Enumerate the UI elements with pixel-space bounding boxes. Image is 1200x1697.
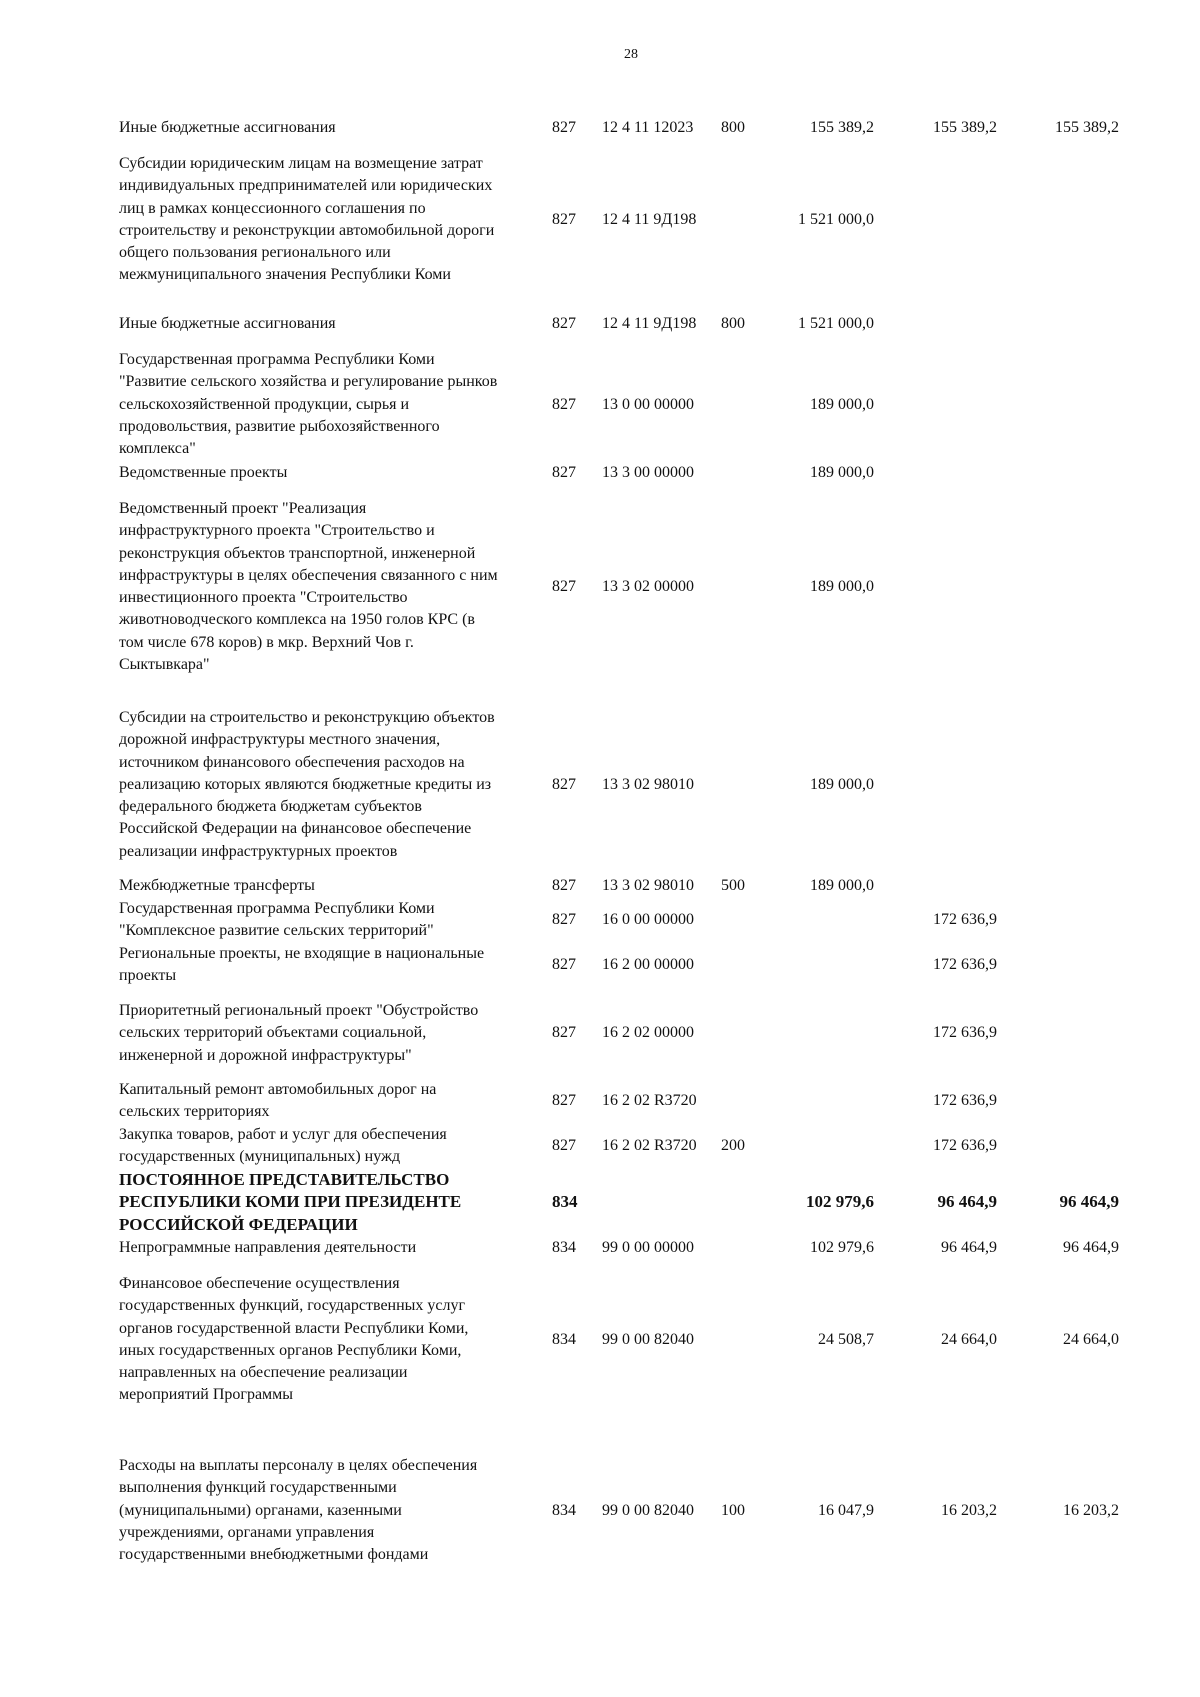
row-sum-1: 189 000,0 — [810, 776, 874, 793]
row-name: Субсидии юридическим лицам на возмещение затрат индивидуальных предпринимателей или юридических лиц в рамках концессионного соглашения по строительству и реконструкции автомобильной дороги общего пользования регионального или межмуниципального значения Республики Коми — [119, 155, 495, 284]
row-csr: 12 4 11 9Д198 — [602, 211, 697, 228]
row-sum-2: 96 464,9 — [937, 1192, 997, 1211]
row-ved: 827 — [552, 776, 576, 793]
row-csr: 13 3 02 00000 — [602, 578, 694, 595]
row-vr: 800 — [721, 119, 745, 136]
row-name: Расходы на выплаты персоналу в целях обеспечения выполнения функций государственными (муниципальными) органами, казенными учреждениями, органами управления государственными внебюджетными фондами — [119, 1457, 478, 1564]
row-ved: 827 — [552, 119, 576, 136]
row-ved: 827 — [552, 1092, 576, 1109]
row-name: ПОСТОЯННОЕ ПРЕДСТАВИТЕЛЬСТВО РЕСПУБЛИКИ КОМИ ПРИ ПРЕЗИДЕНТЕ РОССИЙСКОЙ ФЕДЕРАЦИИ — [119, 1170, 462, 1234]
row-name: Приоритетный региональный проект "Обустройство сельских территорий объектами социальной, инженерной и дорожной инфраструктуры" — [119, 1002, 479, 1064]
row-csr: 16 2 02 R3720 — [602, 1092, 697, 1109]
row-ved: 827 — [552, 396, 576, 413]
row-name: Иные бюджетные ассигнования — [119, 119, 336, 136]
row-sum-1: 189 000,0 — [810, 877, 874, 894]
row-ved: 827 — [552, 1024, 576, 1041]
row-name: Ведомственный проект "Реализация инфраструктурного проекта "Строительство и реконструкция объектов транспортной, инженерной инфраструктуры в целях обеспечения связанного с ним инвестиционного проекта "Строительство животноводческого комплекса на 1950 голов КРС (в том числе 678 коров) в мкр. Верхний Чов г. Сыктывкара" — [119, 500, 498, 674]
row-vr: 200 — [721, 1137, 745, 1154]
row-sum-2: 172 636,9 — [933, 1024, 997, 1041]
row-sum-2: 155 389,2 — [933, 119, 997, 136]
row-ved: 827 — [552, 315, 576, 332]
row-sum-2: 172 636,9 — [933, 911, 997, 928]
row-csr: 13 3 00 00000 — [602, 464, 694, 481]
row-name: Субсидии на строительство и реконструкцию объектов дорожной инфраструктуры местного значения, источником финансового обеспечения расходов на реализацию которых являются бюджетные кредиты из федерального бюджета бюджетам субъектов Российской Федерации на финансовое обеспечение реализации инфраструктурных проектов — [119, 709, 495, 860]
row-sum-1: 102 979,6 — [806, 1192, 874, 1211]
row-sum-2: 172 636,9 — [933, 1137, 997, 1154]
row-name: Государственная программа Республики Коми "Развитие сельского хозяйства и регулирование рынков сельскохозяйственной продукции, сырья и продовольствия, развитие рыбохозяйственного комплекса" — [119, 351, 498, 458]
row-sum-2: 172 636,9 — [933, 1092, 997, 1109]
row-sum-3: 16 203,2 — [1063, 1502, 1119, 1519]
row-vr: 800 — [721, 315, 745, 332]
row-csr: 13 3 02 98010 — [602, 776, 694, 793]
row-name: Межбюджетные трансферты — [119, 877, 315, 894]
row-csr: 99 0 00 82040 — [602, 1331, 694, 1348]
row-sum-1: 189 000,0 — [810, 578, 874, 595]
row-sum-2: 96 464,9 — [941, 1239, 997, 1256]
row-ved: 834 — [552, 1502, 576, 1519]
row-sum-1: 1 521 000,0 — [798, 315, 874, 332]
row-name: Ведомственные проекты — [119, 464, 288, 481]
row-sum-2: 24 664,0 — [941, 1331, 997, 1348]
row-sum-1: 1 521 000,0 — [798, 211, 874, 228]
row-vr: 100 — [721, 1502, 745, 1519]
row-sum-1: 102 979,6 — [810, 1239, 874, 1256]
row-name: Капитальный ремонт автомобильных дорог на сельских территориях — [119, 1081, 437, 1121]
row-sum-3: 96 464,9 — [1059, 1192, 1119, 1211]
row-csr: 12 4 11 9Д198 — [602, 315, 697, 332]
page-number: 28 — [624, 47, 638, 62]
row-csr: 12 4 11 12023 — [602, 119, 694, 136]
row-sum-1: 16 047,9 — [818, 1502, 874, 1519]
row-ved: 827 — [552, 1137, 576, 1154]
row-csr: 16 2 02 R3720 — [602, 1137, 697, 1154]
row-sum-1: 189 000,0 — [810, 396, 874, 413]
row-ved: 834 — [552, 1192, 578, 1211]
row-ved: 827 — [552, 877, 576, 894]
row-ved: 827 — [552, 211, 576, 228]
row-sum-2: 172 636,9 — [933, 956, 997, 973]
row-csr: 13 0 00 00000 — [602, 396, 694, 413]
row-csr: 16 0 00 00000 — [602, 911, 694, 928]
row-ved: 827 — [552, 911, 576, 928]
row-sum-2: 16 203,2 — [941, 1502, 997, 1519]
row-sum-1: 189 000,0 — [810, 464, 874, 481]
row-name: Закупка товаров, работ и услуг для обеспечения государственных (муниципальных) нужд — [119, 1126, 447, 1166]
row-ved: 827 — [552, 956, 576, 973]
row-vr: 500 — [721, 877, 745, 894]
row-sum-1: 24 508,7 — [818, 1331, 874, 1348]
row-name: Региональные проекты, не входящие в национальные проекты — [119, 945, 485, 985]
row-name: Финансовое обеспечение осуществления государственных функций, государственных услуг органов государственной власти Республики Коми, иных государственных органов Республики Коми, направленных на обеспечение реализации мероприятий Программы — [119, 1275, 469, 1404]
row-csr: 99 0 00 00000 — [602, 1239, 694, 1256]
row-sum-3: 155 389,2 — [1055, 119, 1119, 136]
row-csr: 99 0 00 82040 — [602, 1502, 694, 1519]
row-sum-1: 155 389,2 — [810, 119, 874, 136]
row-sum-3: 24 664,0 — [1063, 1331, 1119, 1348]
row-name: Государственная программа Республики Коми "Комплексное развитие сельских территорий" — [119, 900, 435, 940]
row-csr: 16 2 00 00000 — [602, 956, 694, 973]
row-csr: 13 3 02 98010 — [602, 877, 694, 894]
row-name: Иные бюджетные ассигнования — [119, 315, 336, 332]
row-ved: 834 — [552, 1239, 576, 1256]
row-sum-3: 96 464,9 — [1063, 1239, 1119, 1256]
row-csr: 16 2 02 00000 — [602, 1024, 694, 1041]
row-ved: 827 — [552, 464, 576, 481]
row-ved: 827 — [552, 578, 576, 595]
row-name: Непрограммные направления деятельности — [119, 1239, 417, 1256]
row-ved: 834 — [552, 1331, 576, 1348]
